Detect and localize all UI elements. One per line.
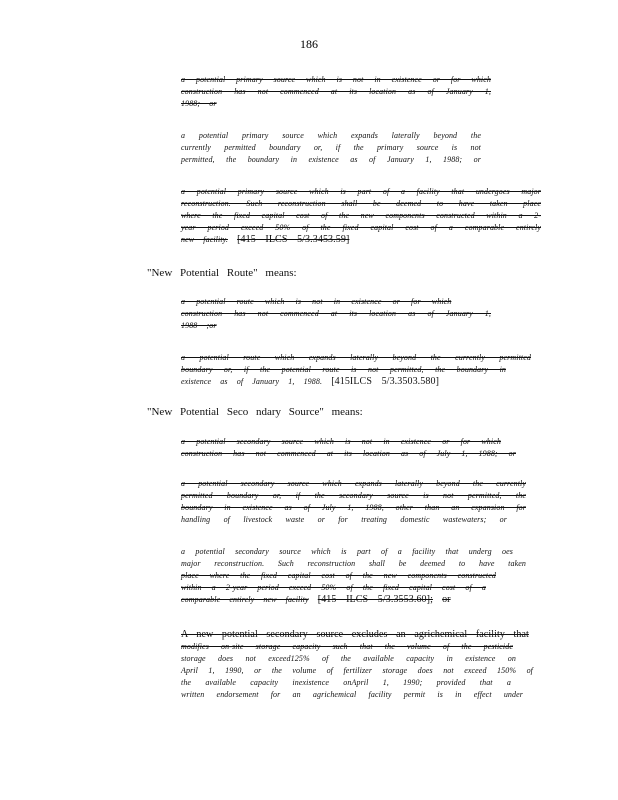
text-fragment: existence as of January 1, 1988. (181, 377, 323, 386)
text-line: a potential primary source which expands laterally beyond the (181, 131, 481, 140)
secondary-source-item-b (181, 478, 526, 526)
text-line: boundary or, if the potential route is not permitted, the boundary in (181, 365, 506, 374)
text-line: construction has not commenced at its location as of January 1, (181, 87, 491, 96)
text-line: a potential secondary source which is not in existence or for which (181, 437, 501, 446)
primary-source-item-a (181, 74, 491, 110)
text-line: 1988; or (181, 99, 217, 108)
text-line (181, 594, 526, 606)
primary-source-item-c (181, 186, 541, 246)
text-line: storage does not exceed125% of the available capacity in existence on (181, 654, 516, 663)
section-heading-new-potential-route: "New Potential Route" means: (147, 267, 297, 279)
text-line: 1988 ;or (181, 321, 217, 330)
route-item-b (181, 352, 531, 388)
text-fragment: comparable entirely new facility (181, 595, 309, 604)
text-line (181, 376, 531, 388)
text-line: place where the fixed capital cost of the new components constructed (181, 571, 496, 580)
statute-citation: [415ILCS 5/3.3503.580] (331, 376, 439, 387)
statute-citation: [415 ILCS 5/3.3453.59] (237, 234, 350, 245)
text-line: permitted boundary or, if the secondary source is not permitted, the (181, 491, 526, 500)
text-line: the available capacity inexistence onApril 1, 1990; provided that a (181, 678, 511, 687)
primary-source-item-b (181, 130, 481, 166)
text-line: major reconstruction. Such reconstruction shall be deemed to have taken (181, 559, 526, 568)
text-line: written endorsement for an agrichemical facility permit is in effect under (181, 690, 523, 699)
secondary-source-exclusion (181, 628, 533, 701)
secondary-source-item-c (181, 546, 526, 606)
text-line: within a 2-year period exceed 50% of the fixed capital cost of a (181, 583, 486, 592)
text-line: a potential primary source which is not in existence or for which (181, 75, 491, 84)
secondary-source-item-a (181, 436, 516, 460)
text-line: modifies on-site storage capacity such that the volume of the pesticide (181, 642, 513, 651)
text-line: boundary in existence as of July 1, 1988, other than an expansion for (181, 503, 526, 512)
text-line: reconstruction. Such reconstruction shall be deemed to have taken place (181, 199, 541, 208)
text-line: construction has not commenced at its location as of January 1, (181, 309, 491, 318)
text-line: where the fixed capital cost of the new components constructed within a 2- (181, 211, 541, 220)
text-line: a potential route which expands laterally beyond the currently permitted (181, 353, 531, 362)
text-line: handling of livestock waste or for treating domestic wastewaters; or (181, 515, 507, 524)
text-line: construction has not commenced at its location as of July 1, 1988; or (181, 449, 516, 458)
statute-citation: [415 ILCS 5/3.3553.60]; (317, 594, 433, 605)
text-line: year period exceed 50% of the fixed capital cost of a comparable entirely (181, 223, 541, 232)
text-line: permitted, the boundary in existence as of January 1, 1988; or (181, 155, 481, 164)
text-line: a potential primary source which is part of a facility that undergoes major (181, 187, 541, 196)
text-line: April 1, 1990, or the volume of fertilizer storage does not exceed 150% of (181, 666, 533, 675)
text-line: a potential secondary source which is part of a facility that underg oes (181, 547, 513, 556)
text-line: a potential secondary source which expands laterally beyond the currently (181, 479, 526, 488)
text-line: A new potential secondary source excludes an agrichemical facility that (181, 629, 529, 640)
route-item-a (181, 296, 491, 332)
text-fragment: new facility. (181, 235, 228, 244)
text-line: a potential route which is not in existence or for which (181, 297, 452, 306)
text-fragment: or (442, 594, 451, 605)
section-heading-new-potential-secondary-source: "New Potential Seco ndary Source" means: (147, 406, 363, 418)
text-line: currently permitted boundary or, if the primary source is not (181, 143, 481, 152)
text-line (181, 234, 541, 246)
page-number: 186 (300, 37, 318, 51)
